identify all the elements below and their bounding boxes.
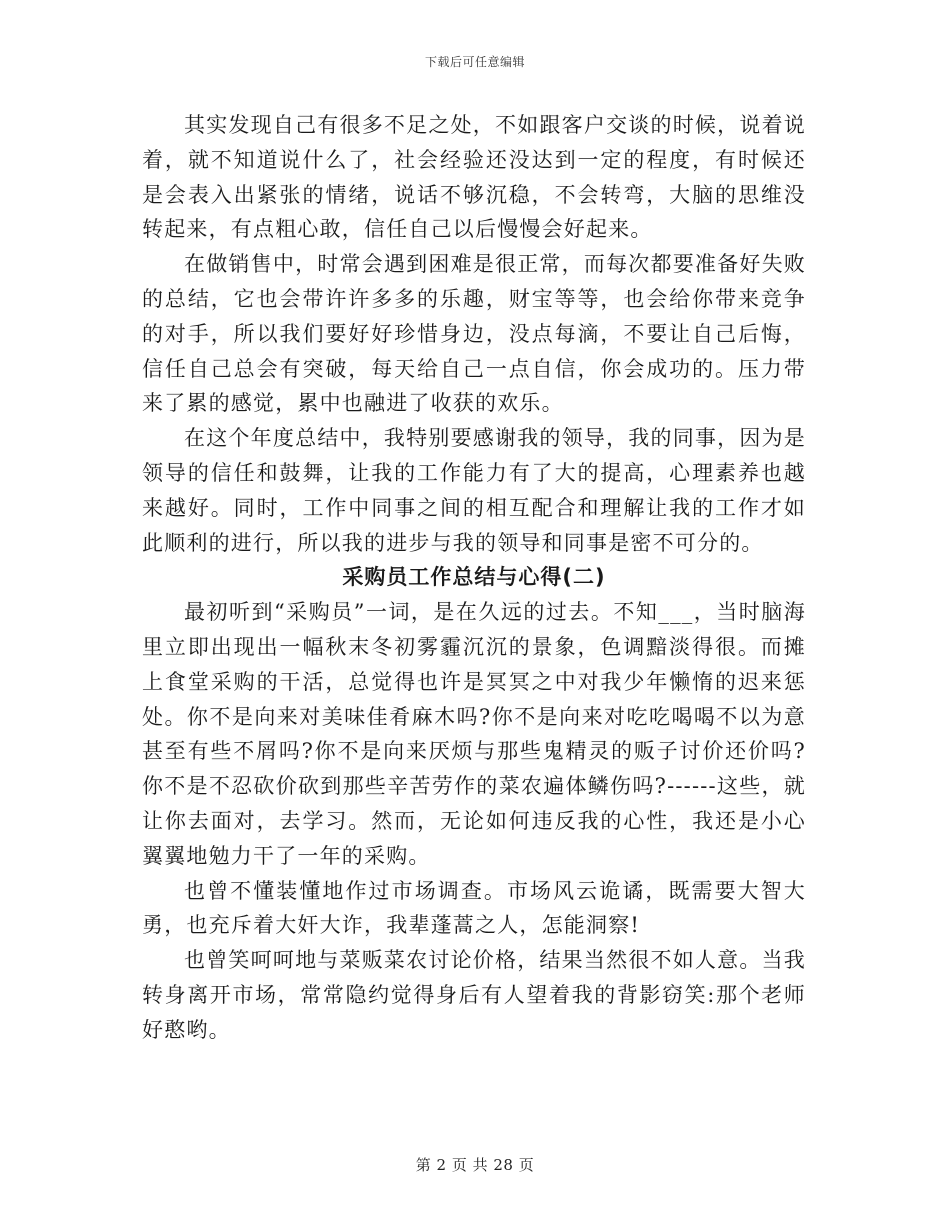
document-body	[142, 108, 806, 1048]
page-number-footer: 第 2 页 共 28 页	[415, 1156, 535, 1174]
paragraph: 也曾不懂装懂地作过市场调查。市场风云诡谲，既需要大智大勇，也充斥着大奸大诈，我辈蓬蒿之人，怎能洞察!	[142, 878, 806, 938]
paragraph: 最初听到“采购员”一词，是在久远的过去。不知___，当时脑海里立即出现出一幅秋末冬初雾霾沉沉的景象，色调黯淡得很。而摊上食堂采购的干活，总觉得也许是冥冥之中对我少年懒惰的迟来惩处。你不是向来对美味佳肴麻木吗?你不是向来对吃吃喝喝不以为意甚至有些不屑吗?你不是向来厌烦与那些鬼精灵的贩子讨价还价吗?你不是不忍砍价砍到那些辛苦劳作的菜农遍体鳞伤吗?------这些，就让你去面对，去学习。然而，无论如何违反我的心性，我还是小心翼翼地勉力干了一年的采购。	[142, 600, 806, 868]
paragraph: 其实发现自己有很多不足之处，不如跟客户交谈的时候，说着说着，就不知道说什么了，社会经验还没达到一定的程度，有时候还是会表入出紧张的情绪，说话不够沉稳，不会转弯，大脑的思维没转起来，有点粗心敢，信任自己以后慢慢会好起来。	[142, 113, 806, 242]
paragraph: 在这个年度总结中，我特别要感谢我的领导，我的同事，因为是领导的信任和鼓舞，让我的工作能力有了大的提高，心理素养也越来越好。同时，工作中同事之间的相互配合和理解让我的工作才如此顺利的进行，所以我的进步与我的领导和同事是密不可分的。	[142, 426, 806, 555]
page-header-note: 下载后可任意编辑	[424, 55, 525, 69]
paragraph: 在做销售中，时常会遇到困难是很正常，而每次都要准备好失败的总结，它也会带许许多多的乐趣，财宝等等，也会给你带来竞争的对手，所以我们要好好珍惜身边，没点每滴，不要让自己后悔，信任自己总会有突破，每天给自己一点自信，你会成功的。压力带来了累的感觉，累中也融进了收获的欢乐。	[142, 252, 806, 416]
section-title: 采购员工作总结与心得(二)	[342, 565, 606, 590]
paragraph: 也曾笑呵呵地与菜贩菜农讨论价格，结果当然很不如人意。当我转身离开市场，常常隐约觉得身后有人望着我的背影窃笑:那个老师好憨哟。	[142, 948, 806, 1042]
